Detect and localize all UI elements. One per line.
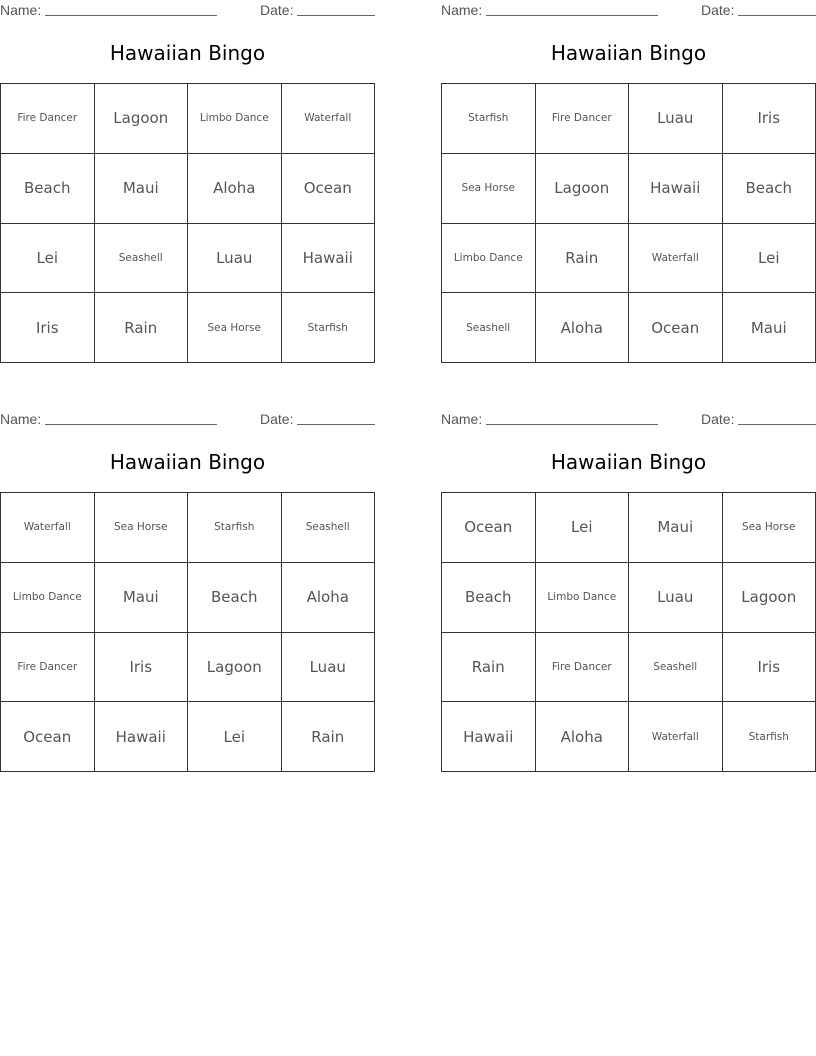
bingo-cell[interactable]: Lagoon: [536, 154, 630, 224]
bingo-cell[interactable]: Limbo Dance: [536, 563, 630, 633]
bingo-cell[interactable]: Beach: [442, 563, 536, 633]
bingo-cell[interactable]: Starfish: [282, 293, 376, 363]
bingo-cell[interactable]: Ocean: [442, 493, 536, 563]
bingo-grid: [441, 83, 816, 363]
bingo-card-1: [0, 0, 375, 372]
bingo-cell[interactable]: Iris: [1, 293, 95, 363]
bingo-cell[interactable]: Limbo Dance: [1, 563, 95, 633]
bingo-cell[interactable]: Maui: [95, 154, 189, 224]
bingo-cell[interactable]: Waterfall: [629, 702, 723, 772]
date-label: Date:: [260, 2, 294, 18]
bingo-cell[interactable]: Waterfall: [1, 493, 95, 563]
bingo-cell[interactable]: Ocean: [629, 293, 723, 363]
bingo-grid: [0, 492, 375, 772]
bingo-cell[interactable]: Luau: [629, 84, 723, 154]
bingo-cell[interactable]: Maui: [95, 563, 189, 633]
bingo-cell[interactable]: Seashell: [442, 293, 536, 363]
bingo-card-3: [0, 409, 375, 781]
bingo-cell[interactable]: Hawaii: [442, 702, 536, 772]
bingo-cell[interactable]: Seashell: [95, 224, 189, 294]
bingo-cell[interactable]: Beach: [1, 154, 95, 224]
name-date-row: [0, 2, 375, 20]
name-line[interactable]: [486, 2, 658, 16]
bingo-cell[interactable]: Aloha: [536, 293, 630, 363]
name-line[interactable]: [486, 411, 658, 425]
bingo-cell[interactable]: Seashell: [282, 493, 376, 563]
date-line[interactable]: [738, 2, 816, 16]
bingo-cell[interactable]: Sea Horse: [95, 493, 189, 563]
bingo-cell[interactable]: Aloha: [536, 702, 630, 772]
bingo-cell[interactable]: Lagoon: [95, 84, 189, 154]
bingo-cell[interactable]: Fire Dancer: [536, 84, 630, 154]
bingo-cell[interactable]: Lei: [188, 702, 282, 772]
bingo-cell[interactable]: Sea Horse: [188, 293, 282, 363]
bingo-cell[interactable]: Iris: [723, 84, 816, 154]
date-line[interactable]: [297, 411, 375, 425]
bingo-cell[interactable]: Seashell: [629, 633, 723, 703]
name-label: Name:: [441, 411, 483, 427]
bingo-cell[interactable]: Beach: [188, 563, 282, 633]
bingo-cell[interactable]: Sea Horse: [442, 154, 536, 224]
bingo-cell[interactable]: Ocean: [1, 702, 95, 772]
bingo-cell[interactable]: Lei: [723, 224, 816, 294]
bingo-cell[interactable]: Fire Dancer: [1, 633, 95, 703]
bingo-cell[interactable]: Waterfall: [282, 84, 376, 154]
bingo-cell[interactable]: Ocean: [282, 154, 376, 224]
bingo-cell[interactable]: Sea Horse: [723, 493, 816, 563]
bingo-cell[interactable]: Fire Dancer: [1, 84, 95, 154]
date-line[interactable]: [738, 411, 816, 425]
bingo-cell[interactable]: Iris: [723, 633, 816, 703]
bingo-cell[interactable]: Luau: [282, 633, 376, 703]
date-label: Date:: [701, 411, 735, 427]
bingo-cell[interactable]: Rain: [95, 293, 189, 363]
bingo-grid: [441, 492, 816, 772]
bingo-card-4: [441, 409, 816, 781]
bingo-cell[interactable]: Aloha: [282, 563, 376, 633]
bingo-cell[interactable]: Rain: [442, 633, 536, 703]
bingo-cell[interactable]: Lagoon: [188, 633, 282, 703]
bingo-cell[interactable]: Maui: [629, 493, 723, 563]
bingo-card-2: [441, 0, 816, 372]
bingo-cell[interactable]: Hawaii: [282, 224, 376, 294]
name-label: Name:: [0, 2, 42, 18]
bingo-cell[interactable]: Hawaii: [95, 702, 189, 772]
name-date-row: [441, 2, 816, 20]
bingo-cell[interactable]: Lagoon: [723, 563, 816, 633]
card-title: Hawaiian Bingo: [109, 41, 266, 65]
date-label: Date:: [701, 2, 735, 18]
bingo-cell[interactable]: Hawaii: [629, 154, 723, 224]
card-title: Hawaiian Bingo: [550, 41, 707, 65]
bingo-cell[interactable]: Lei: [1, 224, 95, 294]
name-line[interactable]: [45, 411, 217, 425]
bingo-cell[interactable]: Starfish: [723, 702, 816, 772]
bingo-cell[interactable]: Rain: [282, 702, 376, 772]
bingo-cell[interactable]: Lei: [536, 493, 630, 563]
bingo-cell[interactable]: Limbo Dance: [188, 84, 282, 154]
bingo-grid: [0, 83, 375, 363]
bingo-cell[interactable]: Maui: [723, 293, 816, 363]
date-line[interactable]: [297, 2, 375, 16]
bingo-cell[interactable]: Fire Dancer: [536, 633, 630, 703]
bingo-cell[interactable]: Starfish: [188, 493, 282, 563]
name-date-row: [441, 411, 816, 429]
card-title: Hawaiian Bingo: [550, 450, 707, 474]
bingo-cell[interactable]: Luau: [629, 563, 723, 633]
name-label: Name:: [441, 2, 483, 18]
name-line[interactable]: [45, 2, 217, 16]
bingo-cell[interactable]: Rain: [536, 224, 630, 294]
name-date-row: [0, 411, 375, 429]
bingo-cell[interactable]: Waterfall: [629, 224, 723, 294]
bingo-cell[interactable]: Starfish: [442, 84, 536, 154]
bingo-cell[interactable]: Aloha: [188, 154, 282, 224]
bingo-cell[interactable]: Beach: [723, 154, 816, 224]
bingo-cell[interactable]: Iris: [95, 633, 189, 703]
date-label: Date:: [260, 411, 294, 427]
bingo-cell[interactable]: Limbo Dance: [442, 224, 536, 294]
card-title: Hawaiian Bingo: [109, 450, 266, 474]
name-label: Name:: [0, 411, 42, 427]
bingo-cell[interactable]: Luau: [188, 224, 282, 294]
